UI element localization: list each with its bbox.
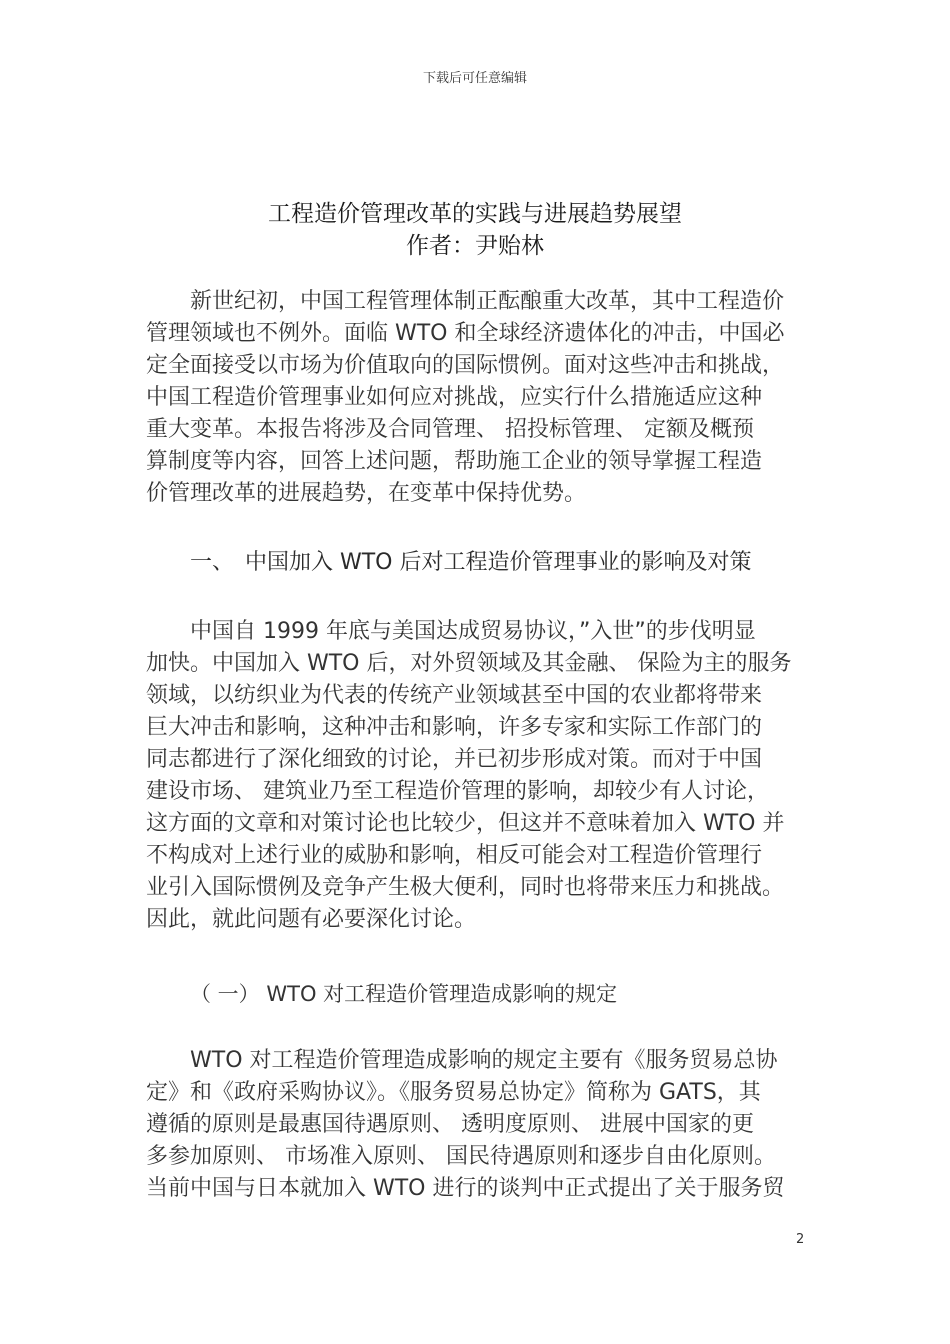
intro-line: 算制度等内容，回答上述问题，帮助施工企业的领导掌握工程造 [146,449,763,474]
intro-line: 定全面接受以市场为价值取向的国际惯例。面对这些冲击和挑战， [146,353,785,378]
subsection-heading: （ 一） WTO 对工程造价管理造成影响的规定 [190,982,618,1006]
subsection-line: 定》和《政府采购协议》。《服务贸易总协定》简称为 GATS，其 [146,1080,761,1105]
intro-line: 新世纪初，中国工程管理体制正酝酿重大改革，其中工程造价 [146,289,785,314]
section-line: 加快。中国加入 WTO 后，对外贸领域及其金融、 保险为主的服务 [146,651,792,676]
intro-line: 价管理改革的进展趋势，在变革中保持优势。 [146,481,587,506]
intro-line: 管理领域也不例外。面临 WTO 和全球经济遗体化的冲击，中国必 [146,321,785,346]
section-line: 中国自 1999 年底与美国达成贸易协议，”入世”的步伐明显 [146,619,756,644]
intro-line: 重大变革。本报告将涉及合同管理、 招投标管理、 定额及概预 [146,417,754,442]
section-line: 巨大冲击和影响，这种冲击和影响，许多专家和实际工作部门的 [146,715,763,740]
section-line: 领域，以纺织业为代表的传统产业领域甚至中国的农业都将带来 [146,683,763,708]
section-heading: 一、 中国加入 WTO 后对工程造价管理事业的影响及对策 [190,550,752,575]
page-header: 下载后可任意编辑 [422,71,527,86]
subsection-line: 当前中国与日本就加入 WTO 进行的谈判中正式提出了关于服务贸 [146,1176,785,1201]
subsection-line: 多参加原则、 市场准入原则、 国民待遇原则和逐步自由化原则。 [146,1144,776,1169]
subsection-line: 遵循的原则是最惠国待遇原则、 透明度原则、 进展中国家的更 [146,1112,754,1137]
section-line: 同志都进行了深化细致的讨论，并已初步形成对策。而对于中国 [146,747,763,772]
section-line: 业引入国际惯例及竞争产生极大便利，同时也将带来压力和挑战。 [146,875,785,900]
section-line: 因此，就此问题有必要深化讨论。 [146,907,477,932]
document-author: 作者：尹贻林 [406,233,544,259]
subsection-line: WTO 对工程造价管理造成影响的规定主要有《服务贸易总协 [146,1048,778,1073]
section-line: 这方面的文章和对策讨论也比较少，但这并不意味着加入 WTO 并 [146,811,785,836]
page-number: 2 [796,1232,805,1247]
document-title: 工程造价管理改革的实践与进展趋势展望 [268,201,682,227]
intro-line: 中国工程造价管理事业如何应对挑战，应实行什么措施适应这种 [146,385,763,410]
section-line: 不构成对上述行业的威胁和影响，相反可能会对工程造价管理行 [146,843,763,868]
section-line: 建设市场、 建筑业乃至工程造价管理的影响，却较少有人讨论， [146,779,769,804]
